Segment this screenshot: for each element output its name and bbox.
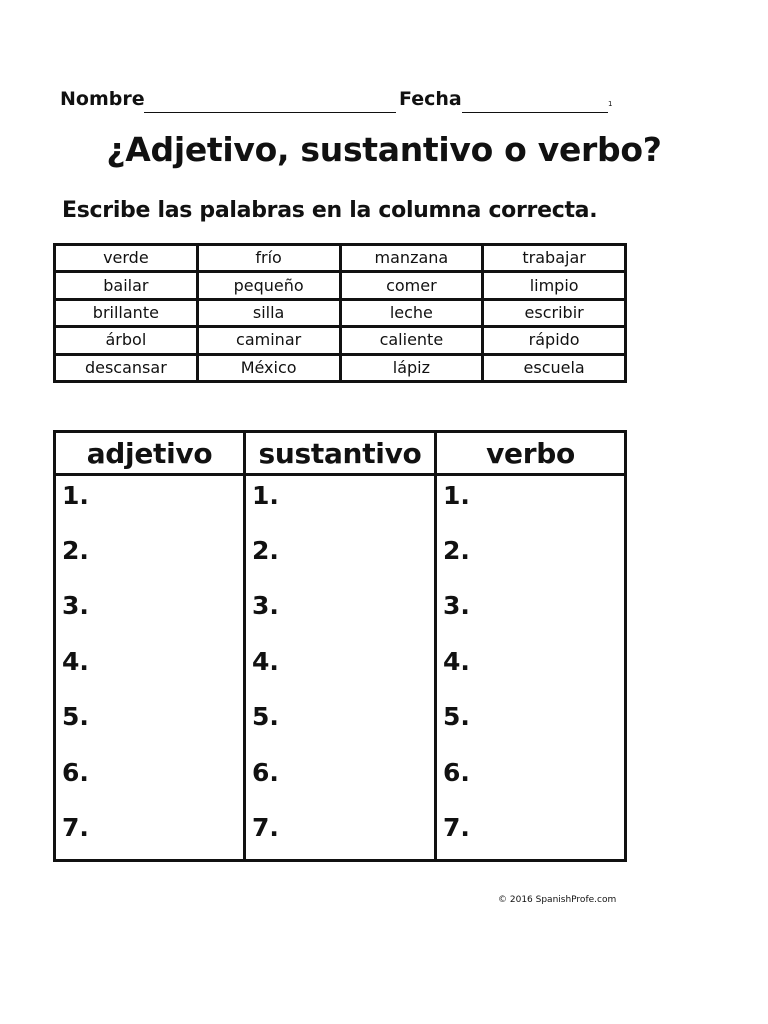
row-number: 3. (62, 591, 89, 620)
sort-column-verbo (437, 433, 624, 859)
word-bank-cell: escribir (484, 301, 624, 325)
word-bank-cell: México (199, 356, 339, 380)
word-bank-cell: brillante (56, 301, 196, 325)
word-bank-cell: silla (199, 301, 339, 325)
row-number: 7. (443, 813, 470, 842)
word-bank-cell: árbol (56, 328, 196, 352)
word-bank-cell: verde (56, 246, 196, 270)
sort-table (53, 430, 627, 862)
row-number: 3. (252, 591, 279, 620)
word-bank-cell: lápiz (342, 356, 482, 380)
page-number: 1 (608, 100, 613, 108)
word-bank-cell: bailar (56, 273, 196, 297)
word-bank-cell: manzana (342, 246, 482, 270)
word-bank-cell: comer (342, 273, 482, 297)
date-blank[interactable] (462, 112, 608, 113)
column-header: sustantivo (246, 433, 434, 476)
word-bank-cell: leche (342, 301, 482, 325)
row-number: 6. (62, 758, 89, 787)
row-number: 6. (252, 758, 279, 787)
word-bank-cell: rápido (484, 328, 624, 352)
student-info-line (60, 86, 620, 116)
row-number: 5. (443, 702, 470, 731)
name-label: Nombre (60, 88, 145, 110)
row-number: 7. (252, 813, 279, 842)
row-number: 1. (443, 481, 470, 510)
word-bank-cell: frío (199, 246, 339, 270)
word-bank-cell: descansar (56, 356, 196, 380)
sort-column-adjetivo (56, 433, 246, 859)
word-bank-cell: escuela (484, 356, 624, 380)
name-blank[interactable] (144, 112, 396, 113)
row-number: 4. (62, 647, 89, 676)
row-number: 6. (443, 758, 470, 787)
instructions: Escribe las palabras en la columna correcta. (62, 198, 598, 223)
word-bank-cell: caliente (342, 328, 482, 352)
row-number: 5. (62, 702, 89, 731)
word-bank-cell: caminar (199, 328, 339, 352)
word-bank-cell: trabajar (484, 246, 624, 270)
copyright-footer: © 2016 SpanishProfe.com (498, 895, 617, 905)
word-bank-table (53, 243, 627, 383)
column-header: verbo (437, 433, 624, 476)
row-number: 2. (443, 536, 470, 565)
word-bank-cell: pequeño (199, 273, 339, 297)
row-number: 1. (62, 481, 89, 510)
row-number: 2. (252, 536, 279, 565)
row-number: 2. (62, 536, 89, 565)
column-header: adjetivo (56, 433, 243, 476)
row-number: 4. (443, 647, 470, 676)
word-bank-cell: limpio (484, 273, 624, 297)
row-number: 7. (62, 813, 89, 842)
sort-column-sustantivo (246, 433, 437, 859)
page-title: ¿Adjetivo, sustantivo o verbo? (106, 130, 662, 169)
date-label: Fecha (399, 88, 462, 110)
row-number: 5. (252, 702, 279, 731)
row-number: 3. (443, 591, 470, 620)
row-number: 1. (252, 481, 279, 510)
row-number: 4. (252, 647, 279, 676)
